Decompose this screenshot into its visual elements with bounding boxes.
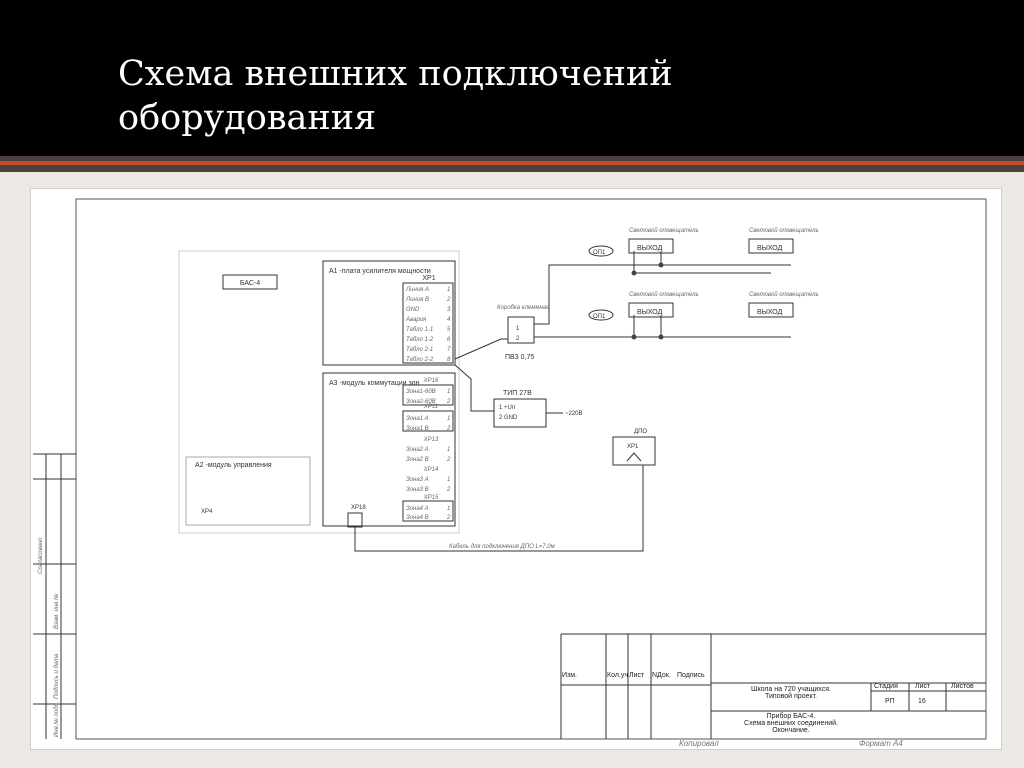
stamp-header: Кол.уч (607, 672, 628, 679)
indicator-caption: Световой оповещатель (629, 292, 699, 298)
xp1-row: Табло 1-2 (406, 337, 434, 343)
junction-pin: 2 (516, 336, 520, 342)
a3-pin: 2 (447, 487, 451, 493)
a3-row: Зона1-60В (406, 389, 436, 395)
xp1-row: GND (406, 307, 420, 313)
stamp-headers (562, 672, 712, 679)
side-label: Инв.№ подл. (54, 701, 60, 737)
indicator-caption: Световой оповещатель (629, 228, 699, 234)
stamp-sheet: 16 (918, 698, 926, 705)
a1-title: А1 -плата усилителя мощности (329, 268, 431, 275)
wiring-diagram (31, 189, 1001, 749)
indicator-text: ВЫХОД (637, 245, 663, 252)
side-label: Подпись и дата (54, 653, 60, 699)
psu-title: ТИП 27В (503, 390, 532, 397)
cable-note: Кабель для подключения ДПО L=7,0м (449, 544, 555, 550)
a2-title: А2 -модуль управления (195, 462, 272, 469)
a3-row: Зона3 А (406, 477, 429, 483)
xp1-label: ХР1 (422, 275, 436, 282)
junction-box (508, 317, 534, 343)
stamp-header: NДок. (652, 672, 671, 679)
drawing-sheet (30, 188, 1002, 750)
xp1-pin: 6 (447, 337, 451, 343)
xp18-connector (348, 513, 362, 527)
line-label: ОП1 (593, 314, 606, 320)
indicator-caption: Световой оповещатель (749, 228, 819, 234)
xp1-row: Линия В (406, 297, 429, 303)
xp1-pin: 5 (447, 327, 451, 333)
a3-row: Зона3 В (406, 487, 429, 493)
stamp-stage-label: Стадия (874, 683, 898, 690)
xp16-label: ХР16 (423, 378, 439, 384)
a3-row: Зона1 А (406, 416, 429, 422)
stamp-stage: РП (885, 698, 895, 705)
header-accent-line (0, 161, 1024, 165)
junction-box-title: Коробка клеммная (497, 305, 550, 311)
dpu-connector: ХР1 (627, 444, 639, 450)
stamp-project: Школа на 720 учащихся. Типовой проект. (751, 686, 831, 700)
xp1-pin: 7 (447, 347, 451, 353)
junction-pin: 1 (516, 326, 520, 332)
stamp-header: Лист (629, 672, 645, 679)
xp1-row: Линия А (406, 287, 429, 293)
xp1-row: Табло 2-1 (406, 347, 434, 353)
xp1-row: Авария (406, 317, 427, 323)
cable-label: ПВЗ 0,75 (505, 354, 535, 361)
a3-title: А3 -модуль коммутации зон (329, 380, 420, 387)
xp18-label: ХР18 (351, 505, 366, 511)
slide-title: Схема внешних подключений оборудования (118, 54, 673, 138)
drawing-frame (76, 199, 986, 739)
a3-row: Зона4 А (406, 506, 429, 512)
xp1-row: Табло 1-1 (406, 327, 434, 333)
a3-row: Зона2 В (406, 457, 429, 463)
side-label: Согласовано (38, 537, 44, 574)
psu-pin: 2 GND (499, 415, 518, 421)
xp1-pin: 3 (447, 307, 451, 313)
stamp-header: Изм. (562, 672, 577, 679)
device-label: БАС-4 (239, 280, 261, 287)
a3-pin: 2 (447, 457, 451, 463)
xp1-row: Табло 2-2 (406, 357, 434, 363)
indicator-caption: Световой оповещатель (749, 292, 819, 298)
indicator-text: ВЫХОД (757, 245, 783, 252)
stamp-sheet-label: Лист (915, 683, 931, 690)
xp13-label: ХР13 (423, 437, 439, 443)
xp14-label: ХР14 (423, 467, 439, 473)
a3-row: Зона2-60В (406, 399, 436, 405)
a3-pin: 1 (447, 477, 451, 483)
dpu-title: ДПО (634, 429, 648, 435)
a3-row: Зона4 В (406, 515, 429, 521)
indicator-text: ВЫХОД (637, 309, 663, 316)
psu-box (494, 399, 546, 427)
indicator-text: ВЫХОД (757, 309, 783, 316)
a3-pin: 2 (447, 426, 451, 432)
a3-pin: 1 (447, 447, 451, 453)
a3-pin: 1 (447, 506, 451, 512)
xp1-pin: 4 (447, 317, 451, 323)
stamp-copied: Копировал (679, 739, 719, 748)
stamp-document: Прибор БАС-4. Схема внешних соединений. Окончание. (744, 713, 838, 734)
xp11-label: ХР11 (423, 404, 439, 410)
a3-pin: 1 (447, 389, 451, 395)
a3-pin: 1 (447, 416, 451, 422)
psu-note: ~220В (565, 411, 583, 417)
a2-connector-label: ХР4 (201, 509, 213, 515)
stamp-header: Подпись (677, 672, 705, 679)
side-label: Взам. инв.№ (54, 593, 60, 629)
psu-pin: 1 +Uп (499, 405, 516, 411)
xp1-pin: 8 (447, 357, 451, 363)
stamp-format: Формат А4 (859, 739, 903, 748)
a3-module (323, 373, 455, 526)
line-label: ОП1 (593, 250, 606, 256)
dpu-box (613, 437, 655, 465)
a3-row: Зона2 А (406, 447, 429, 453)
stamp-sheets-label: Листов (951, 683, 974, 690)
a3-pin: 2 (447, 515, 451, 521)
a3-pin: 2 (447, 399, 451, 405)
xp15-label: ХР15 (423, 495, 439, 501)
xp1-pin: 2 (447, 297, 451, 303)
a3-row: Зона1 В (406, 426, 429, 432)
xp1-pin: 1 (447, 287, 451, 293)
slide-header (0, 0, 1024, 156)
